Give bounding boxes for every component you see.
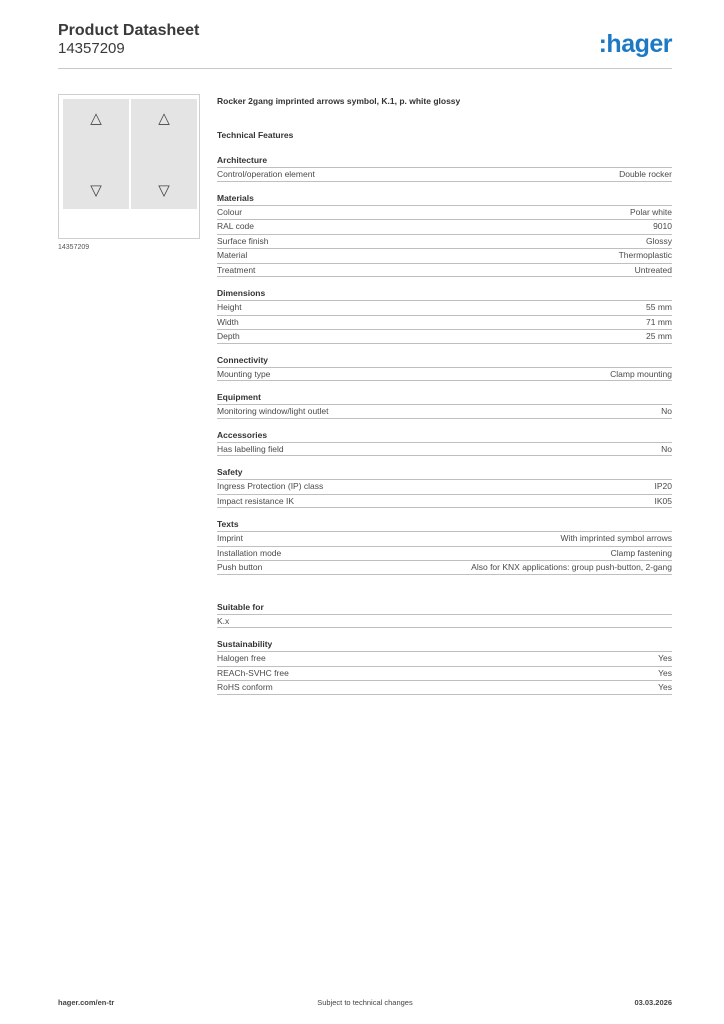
- spec-row: [217, 329, 672, 344]
- spec-label: Has labelling field: [217, 443, 284, 454]
- spec-value: No: [661, 406, 672, 416]
- spec-label: Colour: [217, 206, 243, 217]
- spec-label: RoHS conform: [217, 682, 273, 692]
- header-divider: [58, 68, 672, 69]
- image-caption: 14357209: [58, 244, 90, 251]
- spec-value: Yes: [658, 682, 672, 692]
- spec-row: [217, 531, 672, 546]
- section-sustainability: [217, 638, 672, 695]
- spec-value: Clamp mounting: [610, 368, 672, 379]
- section-texts: [217, 518, 672, 575]
- spec-label: Surface finish: [217, 235, 269, 246]
- arrow-up-icon: △: [158, 109, 170, 127]
- arrow-down-icon: ▽: [158, 181, 170, 199]
- spec-label: Imprint: [217, 533, 243, 543]
- spec-value: 9010: [653, 221, 672, 231]
- spec-value: IK05: [654, 495, 672, 506]
- spec-label: RAL code: [217, 221, 255, 231]
- spec-row: [217, 560, 672, 575]
- hager-logo: :hager: [598, 30, 672, 58]
- spec-row: [217, 479, 672, 494]
- section-dimensions: [217, 287, 672, 344]
- section-title: Dimensions: [217, 288, 266, 298]
- spec-row: [217, 546, 672, 561]
- spec-value: No: [661, 443, 672, 454]
- spec-row: [217, 315, 672, 330]
- section-title: Texts: [217, 519, 239, 529]
- spec-label: Installation mode: [217, 547, 282, 558]
- spec-value: IP20: [654, 481, 672, 491]
- spec-label: Depth: [217, 331, 240, 341]
- rocker-right: [131, 99, 197, 209]
- spec-label: Halogen free: [217, 653, 266, 663]
- section-title: Suitable for: [217, 601, 264, 612]
- technical-features-title: Technical Features: [217, 130, 294, 140]
- spec-row: [217, 205, 672, 220]
- spec-value: 25 mm: [646, 331, 672, 341]
- spec-label: K.x: [217, 615, 230, 626]
- section-title: Connectivity: [217, 354, 269, 365]
- spec-label: Impact resistance IK: [217, 495, 295, 506]
- spec-value: 71 mm: [646, 316, 672, 327]
- footer-notice: Subject to technical changes: [317, 998, 413, 1007]
- section-architecture: [217, 154, 672, 182]
- spec-label: Material: [217, 250, 248, 260]
- spec-value: With imprinted symbol arrows: [560, 533, 672, 543]
- spec-label: Mounting type: [217, 368, 271, 379]
- section-title: Architecture: [217, 155, 268, 165]
- product-image: [58, 94, 200, 239]
- spec-row: [217, 248, 672, 263]
- spec-row: [217, 442, 672, 457]
- spec-label: Control/operation element: [217, 169, 315, 179]
- spec-label: Monitoring window/light outlet: [217, 406, 329, 416]
- spec-row: [217, 666, 672, 681]
- section-materials: [217, 192, 672, 278]
- spec-value: Yes: [658, 653, 672, 663]
- spec-value: Polar white: [629, 206, 672, 217]
- spec-value: Untreated: [634, 264, 672, 275]
- spec-row: [217, 367, 672, 382]
- page-header: [58, 22, 672, 70]
- spec-row: [217, 219, 672, 234]
- spec-row: [217, 404, 672, 419]
- spec-value: 55 mm: [646, 302, 672, 312]
- spec-row: [217, 494, 672, 509]
- section-suitable-for: [217, 601, 672, 629]
- spec-value: Double rocker: [619, 169, 672, 179]
- spec-value: Glossy: [646, 235, 672, 246]
- arrow-down-icon: ▽: [90, 181, 102, 199]
- section-accessories: [217, 429, 672, 457]
- spec-value: Clamp fastening: [610, 547, 672, 558]
- spec-row: [217, 263, 672, 278]
- section-title: Safety: [217, 467, 243, 477]
- section-connectivity: [217, 354, 672, 382]
- spec-row: [217, 300, 672, 315]
- footer-date: 03.03.2026: [634, 998, 672, 1007]
- spec-row: [217, 680, 672, 695]
- spec-value: Yes: [658, 667, 672, 678]
- section-title: Equipment: [217, 392, 261, 402]
- spec-row: [217, 614, 672, 629]
- spec-value: Thermoplastic: [618, 250, 672, 260]
- document-title: Product Datasheet: [58, 22, 200, 39]
- section-title: Accessories: [217, 429, 268, 440]
- spec-row: [217, 167, 672, 182]
- footer-website-link[interactable]: hager.com/en-tr: [58, 998, 115, 1007]
- arrow-up-icon: △: [90, 109, 102, 127]
- datasheet-content: [217, 96, 672, 695]
- spec-label: Push button: [217, 562, 263, 572]
- spec-value: Also for KNX applications: group push-button, 2-gang: [471, 562, 672, 572]
- section-title: Sustainability: [217, 639, 273, 649]
- spec-row: [217, 651, 672, 666]
- spec-label: Width: [217, 316, 239, 327]
- section-equipment: [217, 391, 672, 419]
- rocker-left: [63, 99, 129, 209]
- section-title: Materials: [217, 192, 254, 203]
- spec-label: Height: [217, 302, 242, 312]
- spec-row: [217, 234, 672, 249]
- product-title: Rocker 2gang imprinted arrows symbol, K.1, p. white glossy: [217, 96, 461, 106]
- spec-label: REACh-SVHC free: [217, 667, 289, 678]
- document-number: 14357209: [58, 40, 125, 57]
- spec-label: Ingress Protection (IP) class: [217, 481, 324, 491]
- section-safety: [217, 466, 672, 508]
- spec-label: Treatment: [217, 264, 256, 275]
